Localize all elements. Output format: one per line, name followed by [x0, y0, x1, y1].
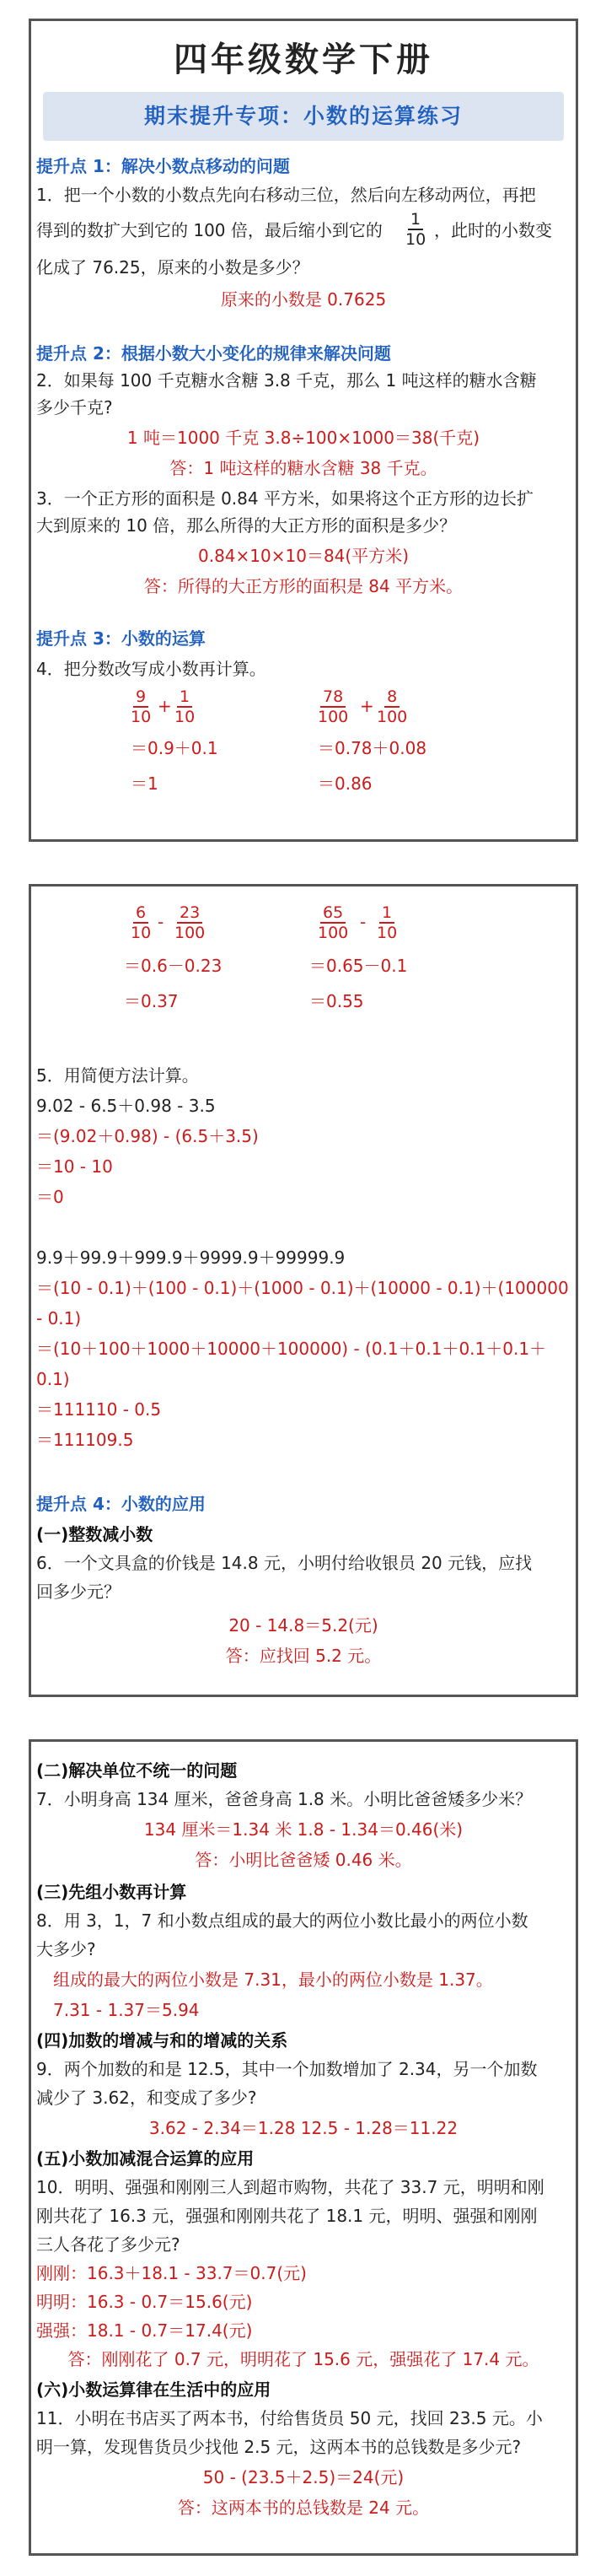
subheading-2: (二)解决单位不统一的问题 — [36, 1760, 238, 1781]
question-1-line-2-end: ，此时的小数变 — [434, 220, 552, 240]
question-7-calculation: 134 厘米＝1.34 米 1.8 - 1.34＝0.46(米) — [143, 1819, 464, 1840]
question-3-answer: 答：所得的大正方形的面积是 84 平方米。 — [143, 576, 464, 596]
expr1-fraction-a — [131, 687, 151, 726]
q5-part1-line-4: ＝0 — [36, 1187, 64, 1207]
section-heading-3: 提升点 3：小数的运算 — [36, 628, 206, 649]
question-8-note: 组成的最大的两位小数是 7.31，最小的两位小数是 1.37。 — [53, 1970, 493, 1990]
question-10-answer: 答：刚刚花了 0.7 元，明明花了 15.6 元，强强花了 17.4 元。 — [67, 2349, 539, 2369]
question-4-prompt: 4．把分数改写成小数再计算。 — [36, 659, 266, 679]
fraction-denominator: 100 — [318, 708, 349, 726]
subheading-6: (六)小数运算律在生活中的应用 — [36, 2379, 271, 2400]
section-heading-1: 提升点 1：解决小数点移动的问题 — [36, 156, 290, 176]
fraction-numerator: 23 — [177, 903, 202, 924]
fraction-denominator: 10 — [131, 924, 152, 942]
question-7: 7．小明身高 134 厘米，爸爸身高 1.8 米。小明比爸爸矮多少米？ — [36, 1789, 533, 1809]
question-1-line-3: 化成了 76.25，原来的小数是多少？ — [36, 257, 309, 278]
question-8-calculation: 7.31 - 1.37＝5.94 — [53, 2000, 200, 2020]
question-2-calculation: 1 吨＝1000 千克 3.8÷100×1000＝38(千克) — [126, 428, 480, 448]
q5-part2-line-7: ＝111109.5 — [36, 1430, 134, 1450]
subheading-3: (三)先组小数再计算 — [36, 1882, 187, 1902]
expr1-step-1: ＝0.9＋0.1 — [131, 738, 218, 758]
expr3-fraction-a — [131, 903, 151, 942]
expr2-operator: + — [360, 696, 374, 716]
question-11-calculation: 50 - (23.5＋2.5)＝24(元) — [202, 2467, 405, 2487]
expr4-fraction-b — [377, 903, 397, 942]
question-9-line-2: 减少了 3.62，和变成了多少? — [36, 2088, 257, 2108]
subheading-5: (五)小数加减混合运算的应用 — [36, 2148, 255, 2169]
question-2-line-2: 多少千克? — [36, 397, 113, 418]
worksheet-panel-1 — [29, 19, 578, 842]
expr4-step-2: ＝0.55 — [309, 991, 364, 1011]
question-9-calculation: 3.62 - 2.34＝1.28 12.5 - 1.28＝11.22 — [148, 2118, 459, 2138]
expr3-fraction-b — [174, 903, 205, 942]
fraction-denominator: 10 — [131, 708, 152, 726]
fraction-numerator: 8 — [384, 687, 400, 708]
question-3-line-2: 大到原来的 10 倍，那么所得的大正方形的面积是多少？ — [36, 515, 457, 536]
question-10-line-1: 10．明明、强强和刚刚三人到超市购物，共花了 33.7 元，明明和刚 — [36, 2177, 544, 2197]
question-11-line-1: 11．小明在书店买了两本书，付给售货员 50 元，找回 23.5 元。小 — [36, 2408, 543, 2428]
expr4-step-1: ＝0.65－0.1 — [309, 956, 408, 976]
question-2-line-1: 2．如果每 100 千克糖水含糖 3.8 千克，那么 1 吨这样的糖水含糖 — [36, 370, 537, 391]
fraction-numerator: 9 — [133, 687, 148, 708]
expr2-step-2: ＝0.86 — [318, 773, 373, 794]
question-1-line-2: 得到的数扩大到它的 100 倍，最后缩小到它的 — [36, 220, 383, 240]
expr2-fraction-b — [377, 687, 407, 726]
fraction-numerator: 65 — [320, 903, 346, 924]
section-heading-2: 提升点 2：根据小数大小变化的规律来解决问题 — [36, 343, 391, 364]
question-6-calculation: 20 - 14.8＝5.2(元) — [228, 1615, 378, 1636]
fraction-numerator: 6 — [133, 903, 148, 924]
expr1-fraction-b — [174, 687, 195, 726]
expr1-operator: + — [158, 696, 172, 716]
expr2-step-1: ＝0.78＋0.08 — [318, 738, 427, 758]
question-10-qiang: 强强：18.1 - 0.7＝17.4(元) — [36, 2320, 253, 2341]
expr1-step-2: ＝1 — [131, 773, 158, 794]
question-6-line-1: 6．一个文具盒的价钱是 14.8 元，小明付给收银员 20 元钱，应找 — [36, 1553, 533, 1573]
subtitle-banner — [43, 92, 564, 141]
fraction-numerator: 78 — [320, 687, 346, 708]
question-11-line-2: 明一算，发现售货员少找他 2.5 元，这两本书的总钱数是多少元? — [36, 2437, 522, 2457]
fraction-denominator: 100 — [377, 708, 408, 726]
fraction-numerator: 1 — [177, 687, 192, 708]
answer-1: 原来的小数是 0.7625 — [220, 289, 387, 310]
expr4-fraction-a — [318, 903, 348, 942]
q5-part2-line-1: 9.9＋99.9＋999.9＋9999.9＋99999.9 — [36, 1248, 346, 1268]
expr3-step-1: ＝0.6－0.23 — [124, 956, 223, 976]
fraction-denominator: 10 — [174, 708, 196, 726]
section-heading-4: 提升点 4：小数的应用 — [36, 1494, 206, 1514]
fraction-denominator: 100 — [318, 924, 349, 942]
q5-part2-line-3: - 0.1) — [36, 1308, 82, 1328]
fraction-numerator: 1 — [379, 903, 394, 924]
subheading-4: (四)加数的增减与和的增减的关系 — [36, 2030, 288, 2051]
question-2-answer: 答：1 吨这样的糖水含糖 38 千克。 — [169, 458, 437, 478]
question-5-prompt: 5．用简便方法计算。 — [36, 1065, 199, 1086]
question-7-answer: 答：小明比爸爸矮 0.46 米。 — [195, 1850, 412, 1870]
q5-part2-line-2: ＝(10 - 0.1)＋(100 - 0.1)＋(1000 - 0.1)＋(10000 - 0.1)＋(100000 — [36, 1278, 569, 1298]
fraction-numerator: 1 — [408, 210, 423, 230]
question-1-fraction — [405, 210, 426, 249]
question-6-line-2: 回多少元？ — [36, 1582, 121, 1602]
question-8-line-2: 大多少? — [36, 1939, 96, 1959]
q5-part1-line-3: ＝10 - 10 — [36, 1156, 113, 1177]
question-1-line-1: 1．把一个小数的小数点先向右移动三位，然后向左移动两位，再把 — [36, 185, 536, 205]
subheading-1: (一)整数减小数 — [36, 1524, 153, 1544]
page-title: 四年级数学下册 — [174, 40, 433, 79]
worksheet-panel-2 — [29, 884, 578, 1697]
question-10-ming: 明明：16.3 - 0.7＝15.6(元) — [36, 2292, 253, 2312]
q5-part1-line-2: ＝(9.02＋0.98) - (6.5＋3.5) — [36, 1126, 259, 1146]
page-subtitle: 期末提升专项：小数的运算练习 — [143, 104, 463, 128]
question-3-calculation: 0.84×10×10＝84(平方米) — [198, 546, 409, 566]
question-11-answer: 答：这两本书的总钱数是 24 元。 — [177, 2498, 430, 2518]
fraction-denominator: 10 — [377, 924, 398, 942]
worksheet-panel-3 — [29, 1739, 578, 2556]
question-6-answer: 答：应找回 5.2 元。 — [225, 1646, 382, 1666]
question-9-line-1: 9．两个加数的和是 12.5，其中一个加数增加了 2.34，另一个加数 — [36, 2059, 538, 2079]
fraction-denominator: 10 — [405, 230, 426, 249]
question-10-line-3: 三人各花了多少元? — [36, 2234, 180, 2255]
expr2-fraction-a — [318, 687, 348, 726]
fraction-denominator: 100 — [174, 924, 206, 942]
q5-part2-line-6: ＝111110 - 0.5 — [36, 1399, 162, 1420]
q5-part2-line-4: ＝(10＋100＋1000＋10000＋100000) - (0.1＋0.1＋0.1＋0.1＋ — [36, 1339, 547, 1359]
q5-part2-line-5: 0.1) — [36, 1369, 70, 1389]
question-3-line-1: 3．一个正方形的面积是 0.84 平方米，如果将这个正方形的边长扩 — [36, 488, 534, 509]
question-10-line-2: 刚共花了 16.3 元，强强和刚刚共花了 18.1 元，明明、强强和刚刚 — [36, 2206, 538, 2226]
q5-part1-line-1: 9.02 - 6.5＋0.98 - 3.5 — [36, 1096, 216, 1116]
expr3-operator: - — [158, 912, 164, 932]
question-10-gang: 刚刚：16.3＋18.1 - 33.7＝0.7(元) — [36, 2263, 307, 2283]
question-8-line-1: 8．用 3，1，7 和小数点组成的最大的两位小数比最小的两位小数 — [36, 1910, 528, 1931]
expr4-operator: - — [360, 912, 367, 932]
expr3-step-2: ＝0.37 — [124, 991, 179, 1011]
